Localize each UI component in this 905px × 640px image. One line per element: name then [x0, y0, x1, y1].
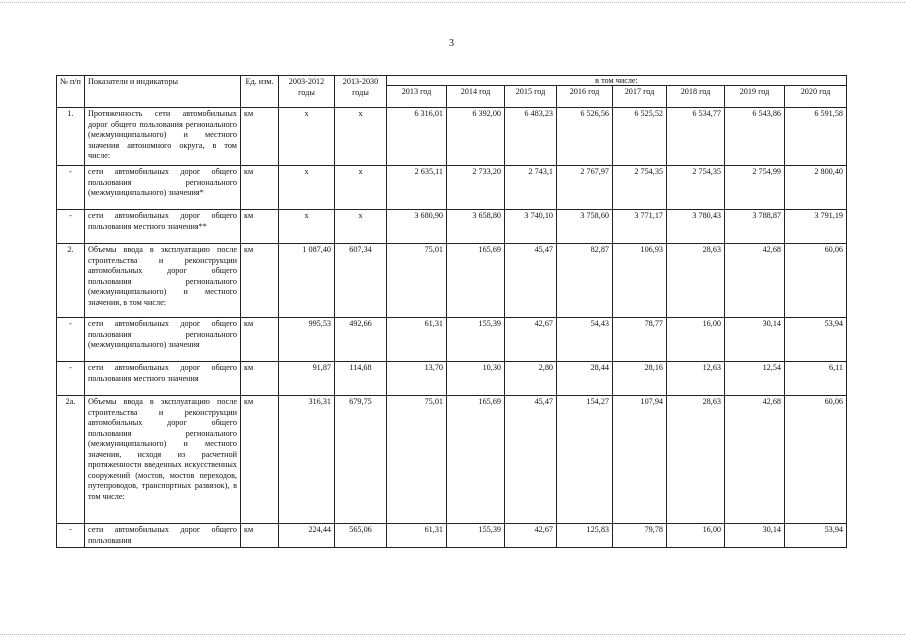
row-year-value: 10,30 — [447, 362, 505, 396]
row-year-value: 3 771,17 — [613, 210, 667, 244]
row-year-value: 53,94 — [785, 524, 847, 548]
row-year-value: 3 791,19 — [785, 210, 847, 244]
row-year-value: 3 658,80 — [447, 210, 505, 244]
row-year-value: 2,80 — [505, 362, 557, 396]
row-unit: км — [241, 108, 279, 166]
row-year-value: 45,47 — [505, 244, 557, 318]
row-year-value: 79,78 — [613, 524, 667, 548]
table-row — [57, 318, 847, 362]
header-year: 2018 год — [667, 86, 725, 108]
row-year-value: 6 526,56 — [557, 108, 613, 166]
row-year-value: 42,68 — [725, 244, 785, 318]
header-year: 2020 год — [785, 86, 847, 108]
row-period-2013-2030: х — [335, 210, 387, 244]
row-year-value: 6 392,00 — [447, 108, 505, 166]
row-year-value: 2 800,40 — [785, 166, 847, 210]
header-period-2003-2012: 2003-2012 годы — [279, 76, 335, 108]
row-year-value: 42,68 — [725, 396, 785, 524]
row-unit: км — [241, 166, 279, 210]
row-year-value: 28,63 — [667, 244, 725, 318]
row-year-value: 165,69 — [447, 396, 505, 524]
row-year-value: 2 754,35 — [667, 166, 725, 210]
row-year-value: 82,87 — [557, 244, 613, 318]
row-year-value: 3 740,10 — [505, 210, 557, 244]
header-year: 2013 год — [387, 86, 447, 108]
row-num: - — [57, 210, 85, 244]
row-period-2013-2030: 114,68 — [335, 362, 387, 396]
row-year-value: 42,67 — [505, 524, 557, 548]
row-year-value: 12,63 — [667, 362, 725, 396]
row-period-2003-2012: х — [279, 166, 335, 210]
row-year-value: 30,14 — [725, 318, 785, 362]
row-period-2003-2012: 316,31 — [279, 396, 335, 524]
table-row — [57, 166, 847, 210]
header-year: 2017 год — [613, 86, 667, 108]
row-year-value: 6 525,52 — [613, 108, 667, 166]
row-year-value: 6,11 — [785, 362, 847, 396]
row-indicator-name: сети автомобильных дорог общего пользования местного значения — [85, 362, 241, 396]
header-including: в том числе: — [387, 76, 847, 86]
row-year-value: 6 534,77 — [667, 108, 725, 166]
row-year-value: 154,27 — [557, 396, 613, 524]
header-year: 2015 год — [505, 86, 557, 108]
row-year-value: 45,47 — [505, 396, 557, 524]
row-year-value: 2 743,1 — [505, 166, 557, 210]
row-year-value: 60,06 — [785, 396, 847, 524]
row-num: - — [57, 318, 85, 362]
row-indicator-name: сети автомобильных дорог общего пользования местного значения** — [85, 210, 241, 244]
row-year-value: 6 591,58 — [785, 108, 847, 166]
row-unit: км — [241, 210, 279, 244]
table-row — [57, 108, 847, 166]
row-num: - — [57, 362, 85, 396]
table-row — [57, 244, 847, 318]
row-year-value: 107,94 — [613, 396, 667, 524]
row-year-value: 2 767,97 — [557, 166, 613, 210]
row-period-2013-2030: х — [335, 166, 387, 210]
header-unit: Ед. изм. — [241, 76, 279, 108]
indicators-table — [56, 75, 847, 548]
row-year-value: 3 788,87 — [725, 210, 785, 244]
row-year-value: 12,54 — [725, 362, 785, 396]
row-period-2013-2030: х — [335, 108, 387, 166]
row-year-value: 6 543,86 — [725, 108, 785, 166]
row-year-value: 61,31 — [387, 524, 447, 548]
row-year-value: 6 316,01 — [387, 108, 447, 166]
table-row — [57, 210, 847, 244]
row-year-value: 106,93 — [613, 244, 667, 318]
header-year: 2016 год — [557, 86, 613, 108]
row-year-value: 28,63 — [667, 396, 725, 524]
row-year-value: 78,77 — [613, 318, 667, 362]
row-year-value: 155,39 — [447, 524, 505, 548]
row-year-value: 16,00 — [667, 318, 725, 362]
row-year-value: 61,31 — [387, 318, 447, 362]
row-indicator-name: сети автомобильных дорог общего пользования регионального (межмуниципального) значения* — [85, 166, 241, 210]
row-period-2003-2012: х — [279, 108, 335, 166]
row-period-2013-2030: 607,34 — [335, 244, 387, 318]
page-number: 3 — [449, 38, 454, 49]
row-unit: км — [241, 244, 279, 318]
row-period-2003-2012: 995,53 — [279, 318, 335, 362]
header-indicator: Показатели и индикаторы — [85, 76, 241, 108]
row-year-value: 2 754,35 — [613, 166, 667, 210]
row-year-value: 3 780,43 — [667, 210, 725, 244]
scan-bottom-edge — [0, 634, 905, 635]
table-row — [57, 396, 847, 524]
row-indicator-name: Объемы ввода в эксплуатацию после строительства и реконструкции автомобильных дорог общего пользования регионального (межмуниципального) и местного значения, исходя из расчетной протяженности введенных искусственных сооружений (мостов, мостов переходов, путепроводов, транспортных развязок), в том числе: — [85, 396, 241, 524]
row-year-value: 53,94 — [785, 318, 847, 362]
header-num: № п/п — [57, 76, 85, 108]
row-num: - — [57, 524, 85, 548]
row-year-value: 75,01 — [387, 244, 447, 318]
row-year-value: 13,70 — [387, 362, 447, 396]
row-num: 2а. — [57, 396, 85, 524]
row-indicator-name: Объемы ввода в эксплуатацию после строительства и реконструкции автомобильных дорог общего пользования регионального (межмуниципального) и местного значения, в том числе: — [85, 244, 241, 318]
row-period-2003-2012: 1 087,40 — [279, 244, 335, 318]
row-year-value: 28,44 — [557, 362, 613, 396]
row-period-2003-2012: 91,87 — [279, 362, 335, 396]
row-indicator-name: Протяженность сети автомобильных дорог общего пользования регионального (межмуниципального) и местного значения автономного округа, в том числе: — [85, 108, 241, 166]
table-row — [57, 362, 847, 396]
row-unit: км — [241, 318, 279, 362]
row-period-2013-2030: 679,75 — [335, 396, 387, 524]
row-period-2003-2012: 224,44 — [279, 524, 335, 548]
header-year: 2014 год — [447, 86, 505, 108]
row-period-2003-2012: х — [279, 210, 335, 244]
row-year-value: 2 733,20 — [447, 166, 505, 210]
row-year-value: 75,01 — [387, 396, 447, 524]
row-year-value: 6 483,23 — [505, 108, 557, 166]
row-num: 2. — [57, 244, 85, 318]
row-year-value: 42,67 — [505, 318, 557, 362]
row-year-value: 155,39 — [447, 318, 505, 362]
row-unit: км — [241, 396, 279, 524]
row-indicator-name: сети автомобильных дорог общего пользования — [85, 524, 241, 548]
row-year-value: 2 754,99 — [725, 166, 785, 210]
row-year-value: 2 635,11 — [387, 166, 447, 210]
row-year-value: 54,43 — [557, 318, 613, 362]
row-year-value: 16,00 — [667, 524, 725, 548]
row-year-value: 3 758,60 — [557, 210, 613, 244]
row-year-value: 60,06 — [785, 244, 847, 318]
header-period-2013-2030: 2013-2030 годы — [335, 76, 387, 108]
row-year-value: 165,69 — [447, 244, 505, 318]
scan-top-edge — [0, 2, 905, 3]
row-period-2013-2030: 565,06 — [335, 524, 387, 548]
row-unit: км — [241, 524, 279, 548]
header-year: 2019 год — [725, 86, 785, 108]
table-row — [57, 524, 847, 548]
row-period-2013-2030: 492,66 — [335, 318, 387, 362]
row-indicator-name: сети автомобильных дорог общего пользования регионального (межмуниципального) значения — [85, 318, 241, 362]
row-unit: км — [241, 362, 279, 396]
row-year-value: 28,16 — [613, 362, 667, 396]
row-num: 1. — [57, 108, 85, 166]
row-year-value: 125,83 — [557, 524, 613, 548]
row-num: - — [57, 166, 85, 210]
row-year-value: 30,14 — [725, 524, 785, 548]
row-year-value: 3 680,90 — [387, 210, 447, 244]
